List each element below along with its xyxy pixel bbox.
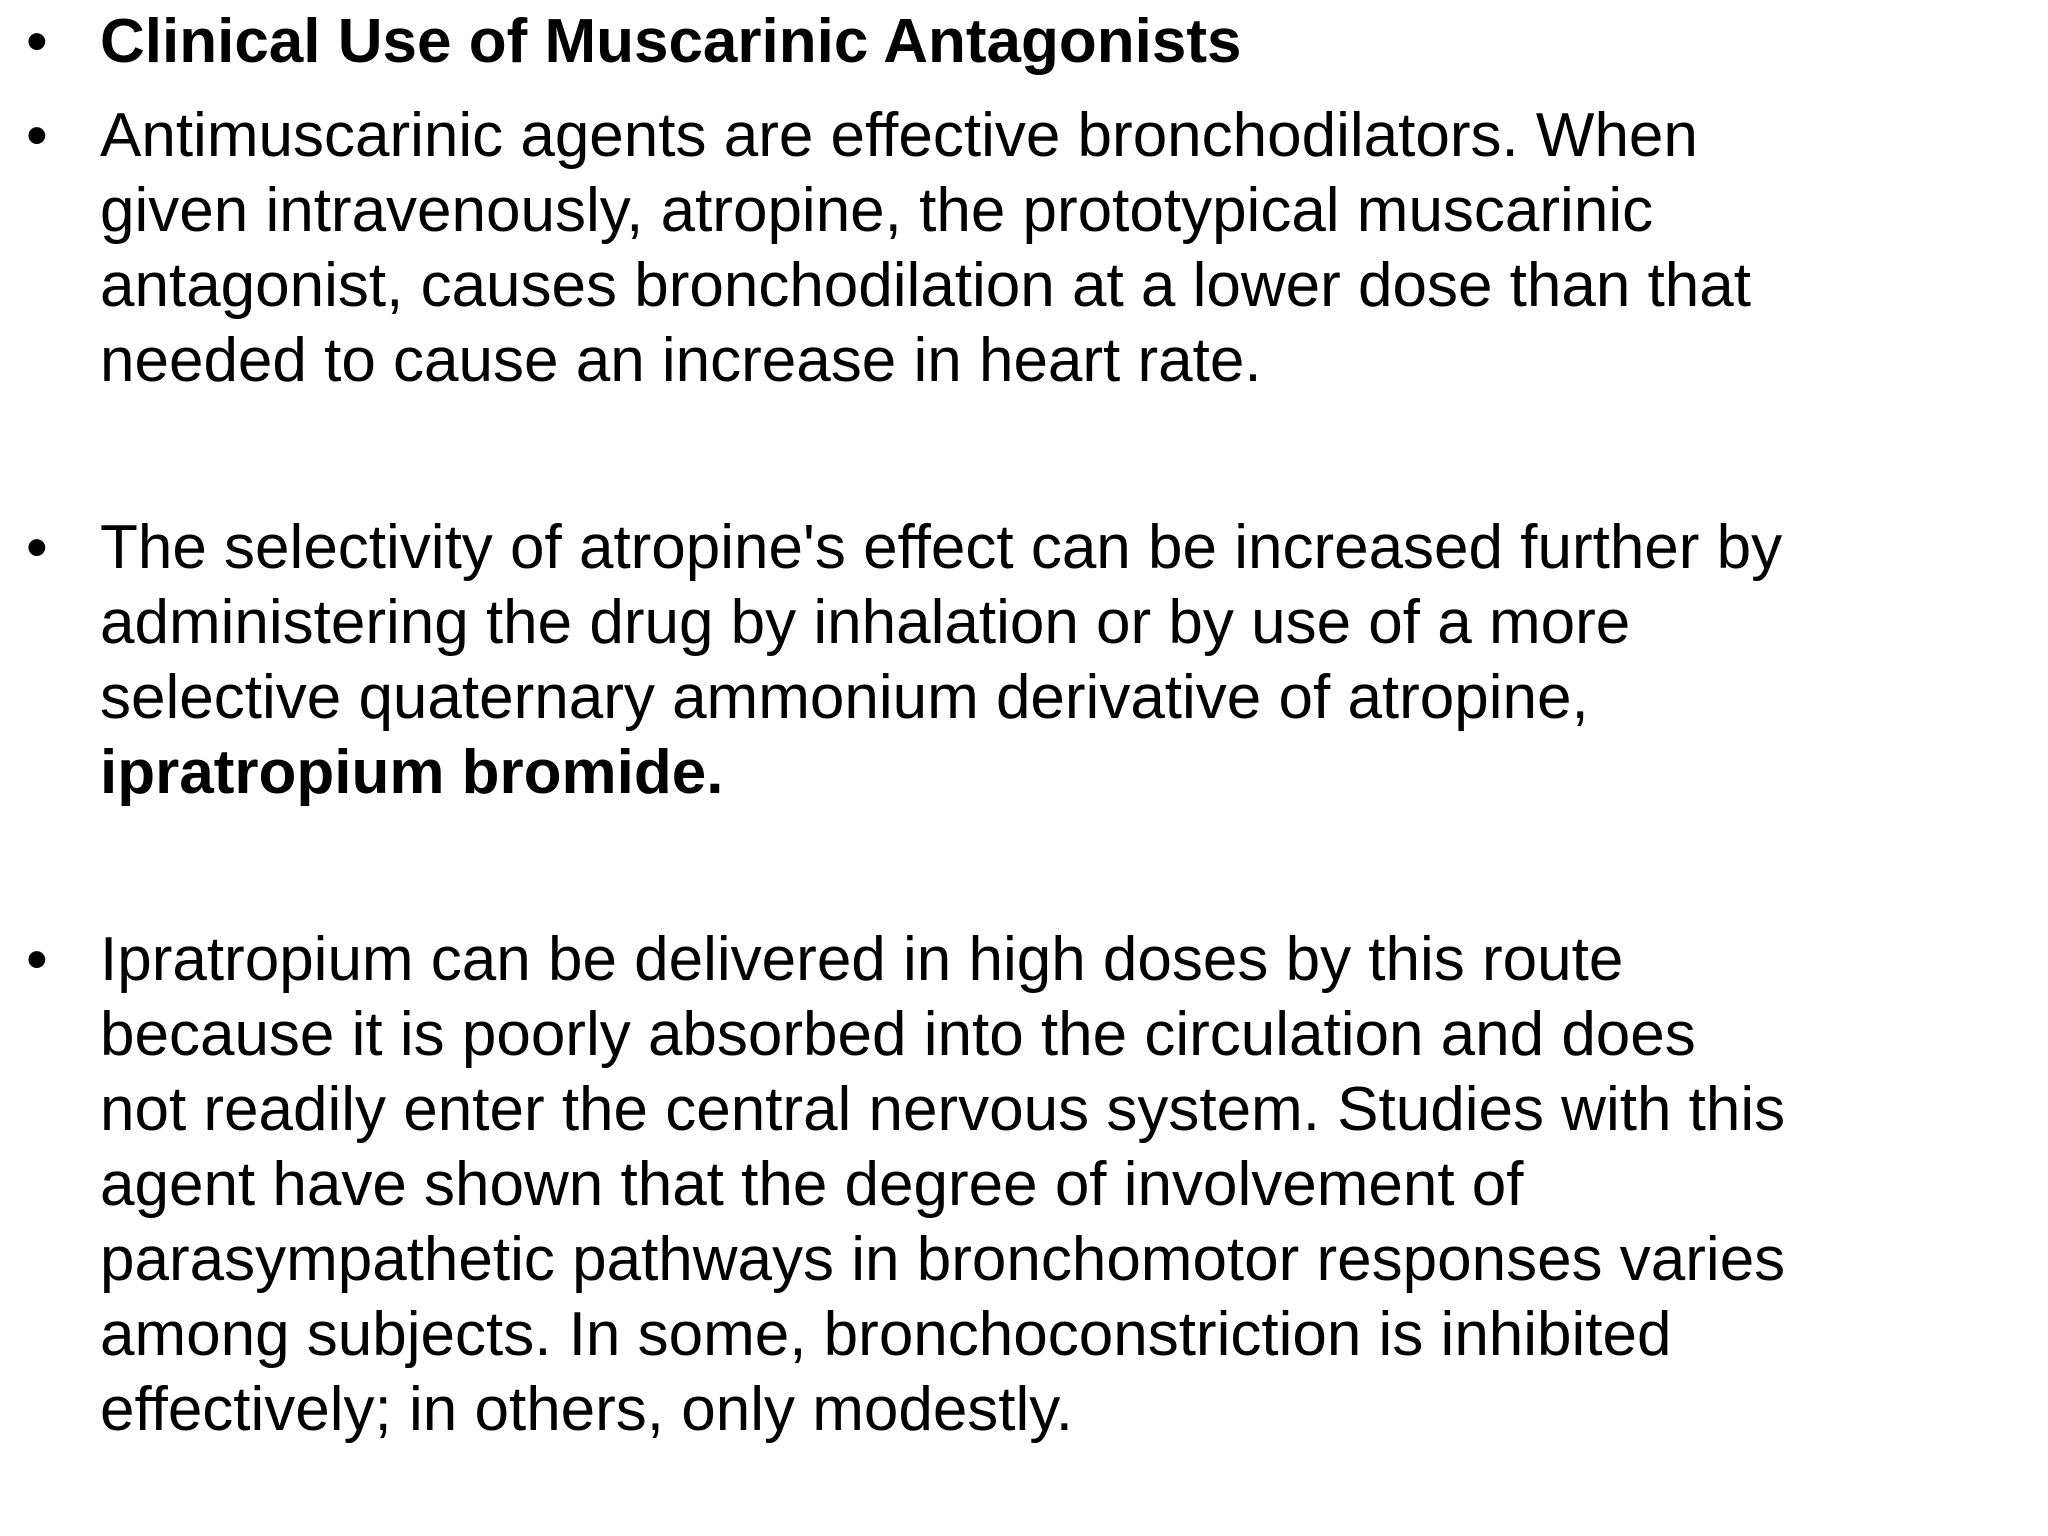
text-line: needed to cause an increase in heart rate. — [100, 326, 1262, 395]
drug-name-emphasis: ipratropium bromide. — [100, 738, 724, 807]
slide-heading — [100, 4, 2040, 79]
bullet-icon: • — [26, 101, 48, 170]
bullet-icon: • — [26, 925, 48, 994]
text-line: administering the drug by inhalation or by use of a more — [100, 588, 1631, 657]
text-line: among subjects. In some, bronchoconstriction is inhibited — [100, 1300, 1672, 1369]
heading-text: Clinical Use of Muscarinic Antagonists — [100, 7, 1242, 76]
text-line: The selectivity of atropine's effect can be increased further by — [100, 513, 1783, 582]
bullet-icon: • — [26, 513, 48, 582]
text-line: agent have shown that the degree of involvement of — [100, 1150, 1524, 1219]
text-line: not readily enter the central nervous system. Studies with this — [100, 1075, 1786, 1144]
bullet-paragraph — [100, 98, 2040, 398]
text-line: because it is poorly absorbed into the circulation and does — [100, 1000, 1696, 1069]
text-line: effectively; in others, only modestly. — [100, 1375, 1073, 1444]
text-line: selective quaternary ammonium derivative of atropine, — [100, 663, 1589, 732]
text-line: antagonist, causes bronchodilation at a lower dose than that — [100, 251, 1751, 320]
bullet-paragraph — [100, 922, 2040, 1447]
text-line: parasympathetic pathways in bronchomotor responses varies — [100, 1225, 1786, 1294]
text-line: Antimuscarinic agents are effective bronchodilators. When — [100, 101, 1698, 170]
text-line: Ipratropium can be delivered in high doses by this route — [100, 925, 1624, 994]
text-line: given intravenously, atropine, the prototypical muscarinic — [100, 176, 1654, 245]
bullet-paragraph — [100, 510, 2040, 810]
bullet-icon: • — [26, 7, 48, 76]
